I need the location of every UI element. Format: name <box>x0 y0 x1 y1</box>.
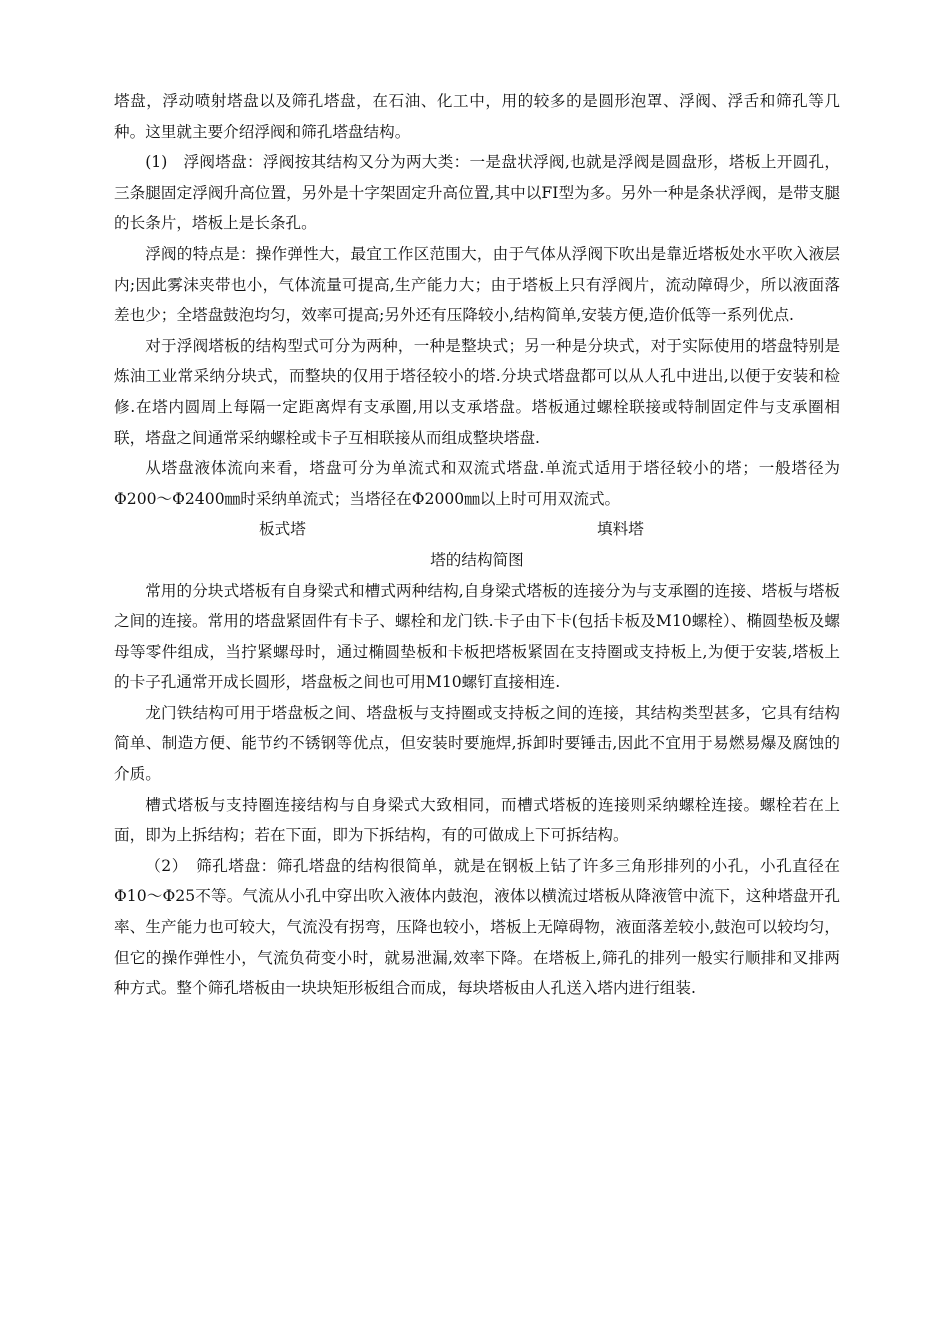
figure-labels <box>114 514 840 545</box>
figure-label-plate-column: 板式塔 <box>259 520 306 539</box>
figure-caption: 塔的结构简图 <box>430 550 524 569</box>
paragraph-sieve-tray: （2） 筛孔塔盘：筛孔塔盘的结构很简单，就是在钢板上钻了许多三角形排列的小孔，小孔直径在Φ10～Φ25不等。气流从小孔中穿出吹入液体内鼓泡，液体以横流过塔板从降液管中流下，这种塔盘开孔率、生产能力也可较大，气流没有拐弯，压降也较小，塔板上无障碍物，液面落差较小,鼓泡可以较均匀，但它的操作弹性小，气流负荷变小时，就易泄漏,效率下降。在塔板上,筛孔的排列一般实行顺排和叉排两种方式。整个筛孔塔板由一块块矩形板组合而成，每块塔板由人孔送入塔内进行组装. <box>114 856 840 998</box>
paragraph-gantry-iron: 龙门铁结构可用于塔盘板之间、塔盘板与支持圈或支持板之间的连接，其结构类型甚多，它具有结构简单、制造方便、能节约不锈钢等优点，但安装时要施焊,拆卸时要锤击,因此不宜用于易燃易爆及腐蚀的介质。 <box>114 703 840 784</box>
paragraph-sectional-trays: 常用的分块式塔板有自身梁式和槽式两种结构,自身梁式塔板的连接分为与支承圈的连接、塔板与塔板之间的连接。常用的塔盘紧固件有卡子、螺栓和龙门铁.卡子由下卡(包括卡板及M10螺栓）、椭圆垫板及螺母等零件组成，当拧紧螺母时，通过椭圆垫板和卡板把塔板紧固在支持圈或支持板上,为便于安装,塔板上的卡子孔通常开成长圆形，塔盘板之间也可用M10螺钉直接相连. <box>114 581 840 692</box>
paragraph-float-valve-tray: (1) 浮阀塔盘：浮阀按其结构又分为两大类：一是盘状浮阀,也就是浮阀是圆盘形，塔板上开圆孔，三条腿固定浮阀升高位置，另外是十字架固定升高位置,其中以FI型为多。另外一种是条状浮阀，是带支腿的长条片，塔板上是长条孔。 <box>114 153 840 233</box>
paragraph-float-valve-features: 浮阀的特点是：操作弹性大，最宜工作区范围大，由于气体从浮阀下吹出是靠近塔板处水平吹入液层内;因此雾沫夹带也小，气体流量可提高,生产能力大；由于塔板上只有浮阀片，流动障碍少，所以液面落差也少；全塔盘鼓泡均匀，效率可提高;另外还有压降较小,结构简单,安装方便,造价低等一系列优点. <box>114 244 840 325</box>
figure-label-packed-column: 填料塔 <box>597 520 644 539</box>
document-page <box>114 86 840 1004</box>
paragraph-structure-types: 对于浮阀塔板的结构型式可分为两种，一种是整块式；另一种是分块式，对于实际使用的塔盘特别是炼油工业常采纳分块式，而整块的仅用于塔径较小的塔.分块式塔盘都可以从人孔中进出,以便于安装和检修.在塔内圆周上每隔一定距离焊有支承圈,用以支承塔盘。塔板通过螺栓联接或特制固定件与支承圈相联，塔盘之间通常采纳螺栓或卡子互相联接从而组成整块塔盘. <box>114 336 840 447</box>
paragraph-channel-tray: 槽式塔板与支持圈连接结构与自身梁式大致相同，而槽式塔板的连接则采纳螺栓连接。螺栓若在上面，即为上拆结构；若在下面，即为下拆结构，有的可做成上下可拆结构。 <box>114 795 840 845</box>
paragraph-flow-direction: 从塔盘液体流向来看，塔盘可分为单流式和双流式塔盘.单流式适用于塔径较小的塔；一般塔径为Φ200～Φ2400㎜时采纳单流式；当塔径在Φ2000㎜以上时可用双流式。 <box>114 459 840 508</box>
paragraph-tray-types: 塔盘，浮动喷射塔盘以及筛孔塔盘，在石油、化工中，用的较多的是圆形泡罩、浮阀、浮舌和筛孔等几种。这里就主要介绍浮阀和筛孔塔盘结构。 <box>114 92 840 141</box>
